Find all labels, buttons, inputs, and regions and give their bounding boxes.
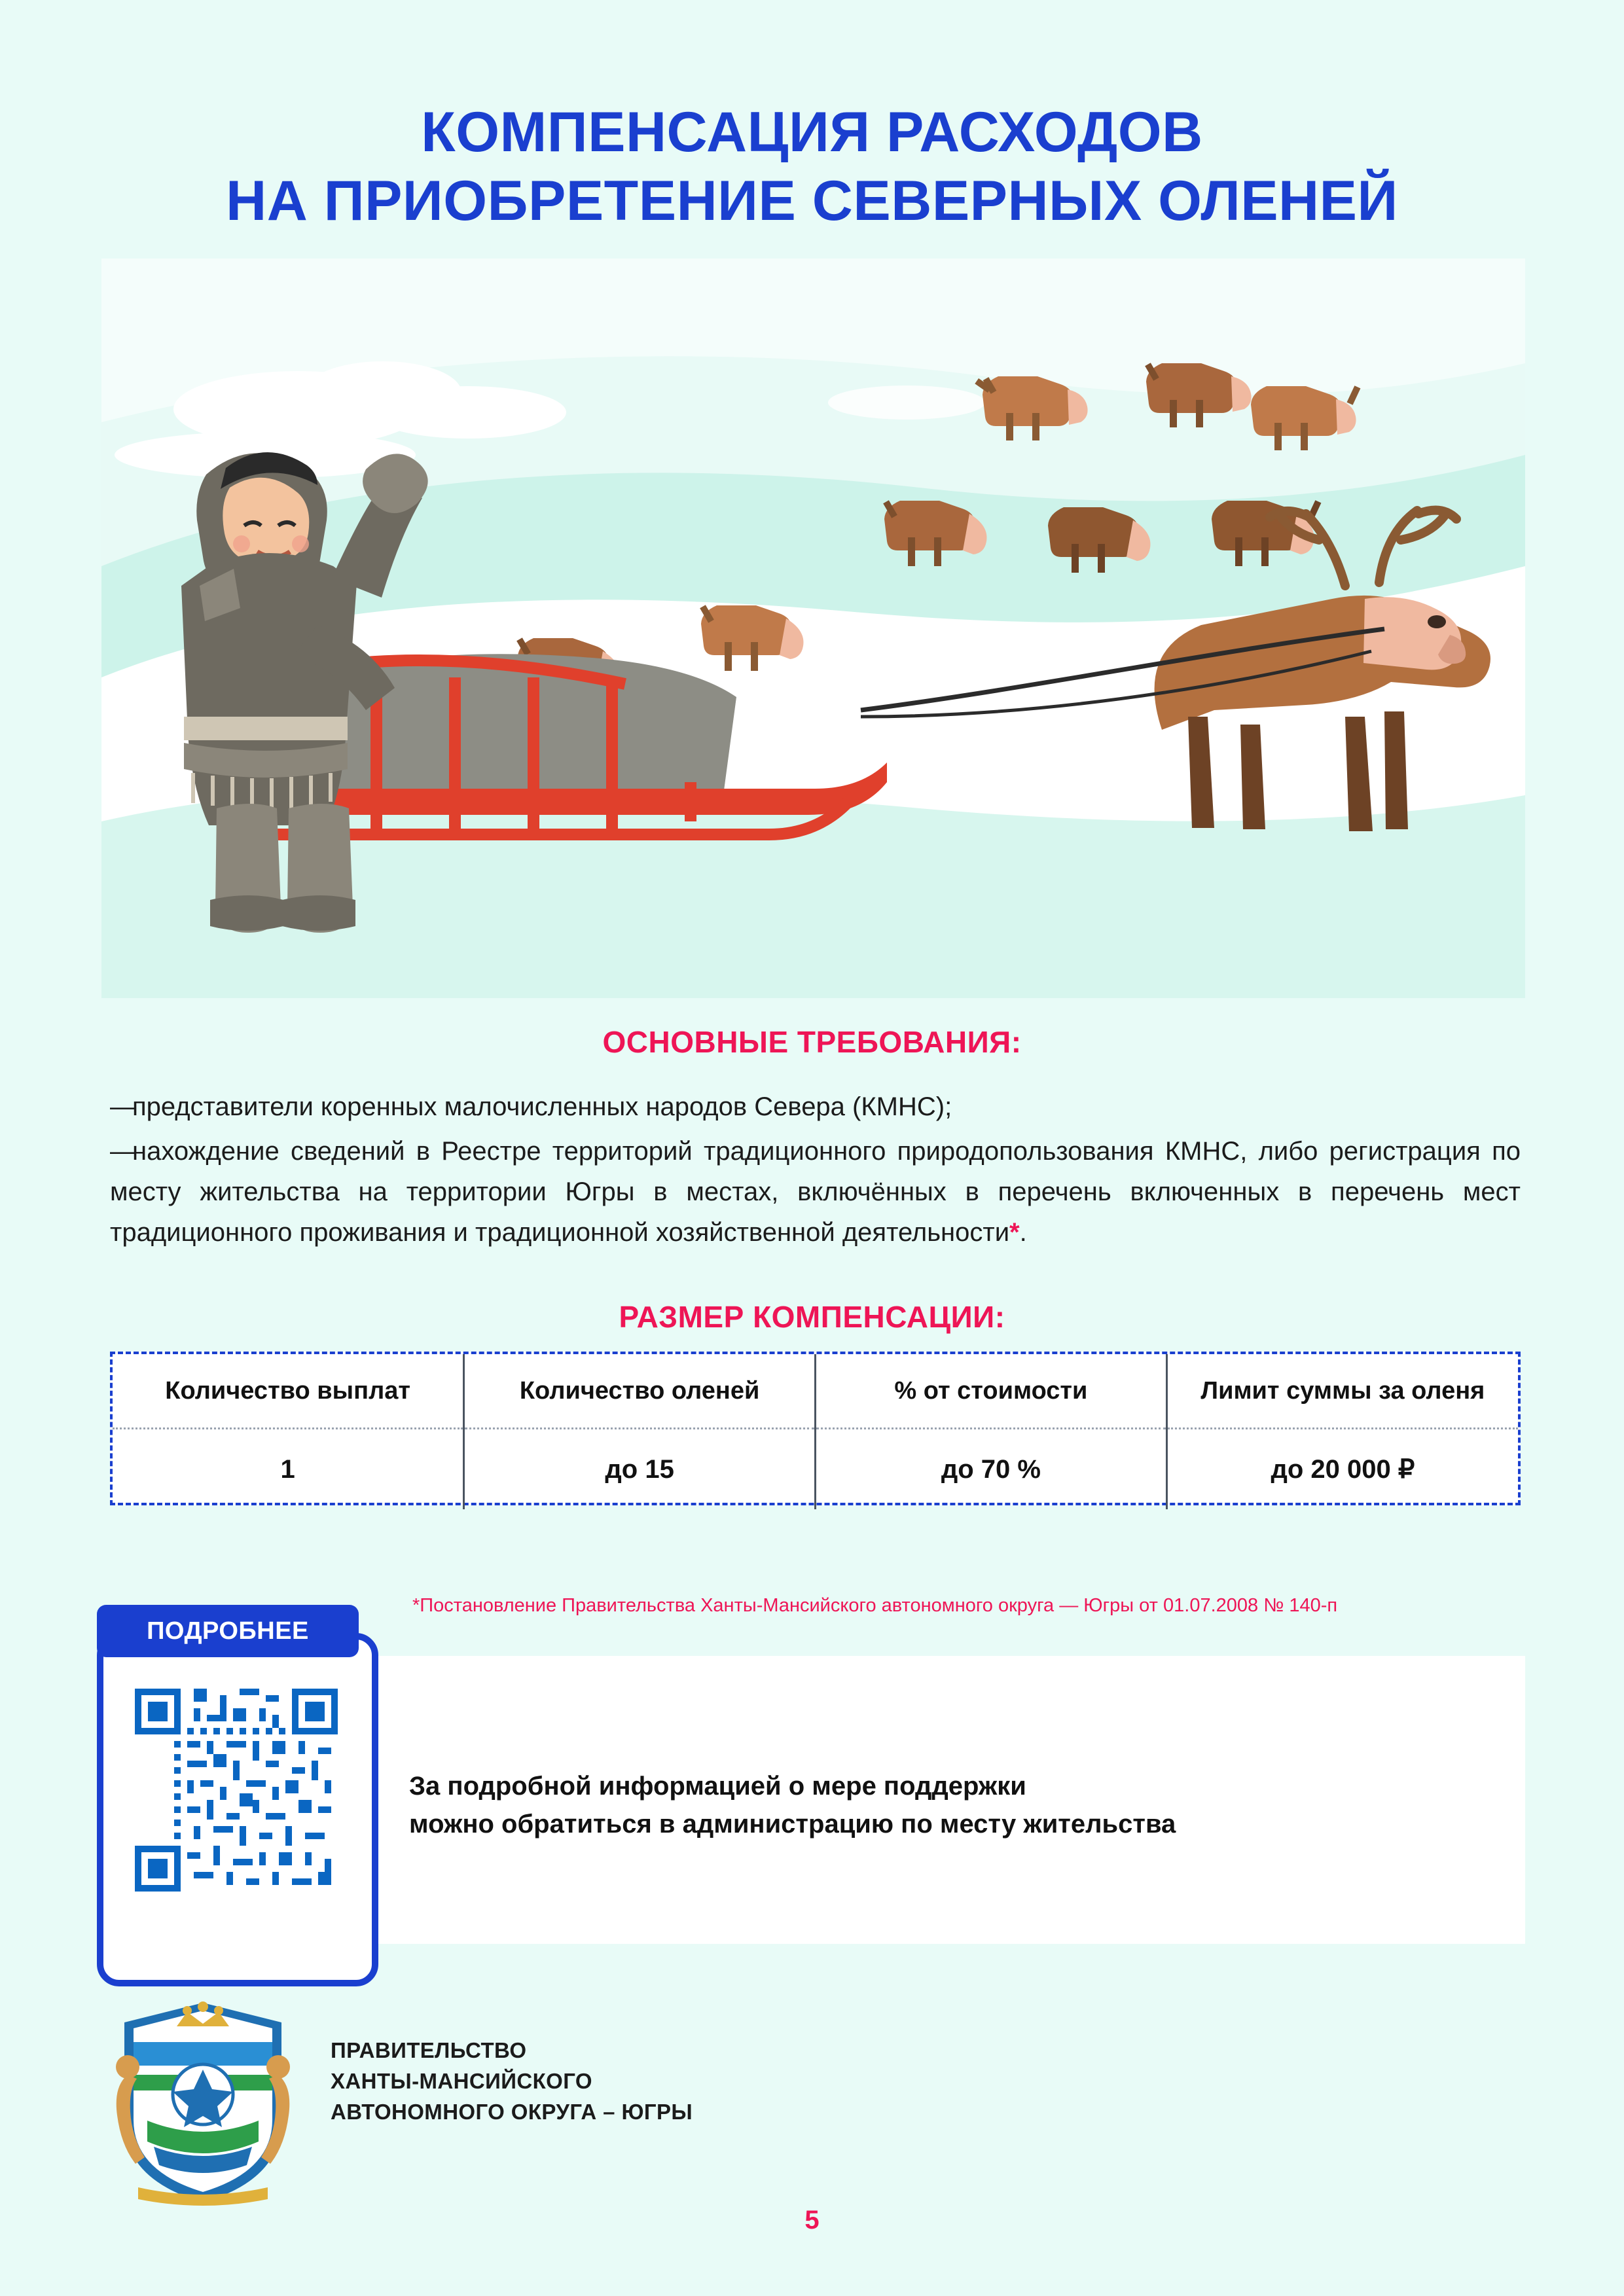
compensation-table — [113, 1354, 1518, 1509]
column-header-deer-count: Количество оленей — [464, 1354, 816, 1429]
dash-bullet: — — [110, 1092, 136, 1121]
column-header-payments: Количество выплат — [113, 1354, 464, 1429]
dash-bullet: — — [110, 1137, 136, 1166]
details-info-line-2: можно обратиться в администрацию по месту жительства — [409, 1810, 1176, 1839]
requirement-period: . — [1019, 1218, 1027, 1247]
page-title — [0, 98, 1624, 236]
qr-code[interactable] — [128, 1682, 344, 1898]
cell-percent: до 70 % — [816, 1429, 1167, 1510]
details-info-text — [409, 1767, 1489, 1843]
page-title-line-2: НА ПРИОБРЕТЕНИЕ СЕВЕРНЫХ ОЛЕНЕЙ — [226, 169, 1398, 232]
page-title-line-1: КОМПЕНСАЦИЯ РАСХОДОВ — [421, 101, 1203, 164]
page-number: 5 — [804, 2206, 820, 2234]
requirement-text-1: представители коренных малочисленных народов Севера (КМНС); — [132, 1092, 952, 1121]
footnote-asterisk: * — [1009, 1218, 1020, 1247]
compensation-heading: РАЗМЕР КОМПЕНСАЦИИ: — [619, 1300, 1005, 1334]
coat-of-arms-icon — [108, 1996, 298, 2206]
cell-limit: до 20 000 ₽ — [1271, 1455, 1415, 1484]
government-line-1: ПРАВИТЕЛЬСТВО — [331, 2038, 527, 2062]
government-line-2: ХАНТЫ-МАНСИЙСКОГО — [331, 2068, 592, 2093]
compensation-table-wrapper — [110, 1352, 1521, 1505]
details-info-line-1: За подробной информацией о мере поддержки — [409, 1772, 1026, 1801]
column-header-percent: % от стоимости — [816, 1354, 1167, 1429]
legal-footnote: *Постановление Правительства Ханты-Мансийского автономного округа — Югры от 01.07.2008 № 140-п — [412, 1595, 1338, 1616]
requirement-text-2: нахождение сведений в Реестре территорий традиционного природопользования КМНС, либо регистрация по месту жительства на территории Югры в местах, включённых в перечень включенных в перечень мест традиционного проживания и традиционной хозяйственной деятельности — [110, 1137, 1521, 1247]
government-title — [331, 2036, 1116, 2128]
table-row — [113, 1429, 1518, 1510]
details-tab-label: ПОДРОБНЕЕ — [97, 1605, 359, 1657]
requirement-item-2 — [110, 1131, 1521, 1253]
cell-deer-count: до 15 — [464, 1429, 816, 1510]
table-header-row — [113, 1354, 1518, 1429]
requirements-heading: ОСНОВНЫЕ ТРЕБОВАНИЯ: — [602, 1025, 1022, 1059]
qr-code-icon[interactable] — [128, 1682, 344, 1898]
illustration-svg — [101, 259, 1525, 998]
requirements-list — [110, 1086, 1521, 1257]
government-emblem — [108, 1996, 298, 2206]
government-line-3: АВТОНОМНОГО ОКРУГА – ЮГРЫ — [331, 2099, 693, 2124]
hero-illustration — [101, 259, 1525, 998]
cell-payments: 1 — [113, 1429, 464, 1510]
requirement-item-1 — [110, 1086, 1521, 1127]
column-header-limit: Лимит суммы за оленя — [1166, 1354, 1518, 1429]
